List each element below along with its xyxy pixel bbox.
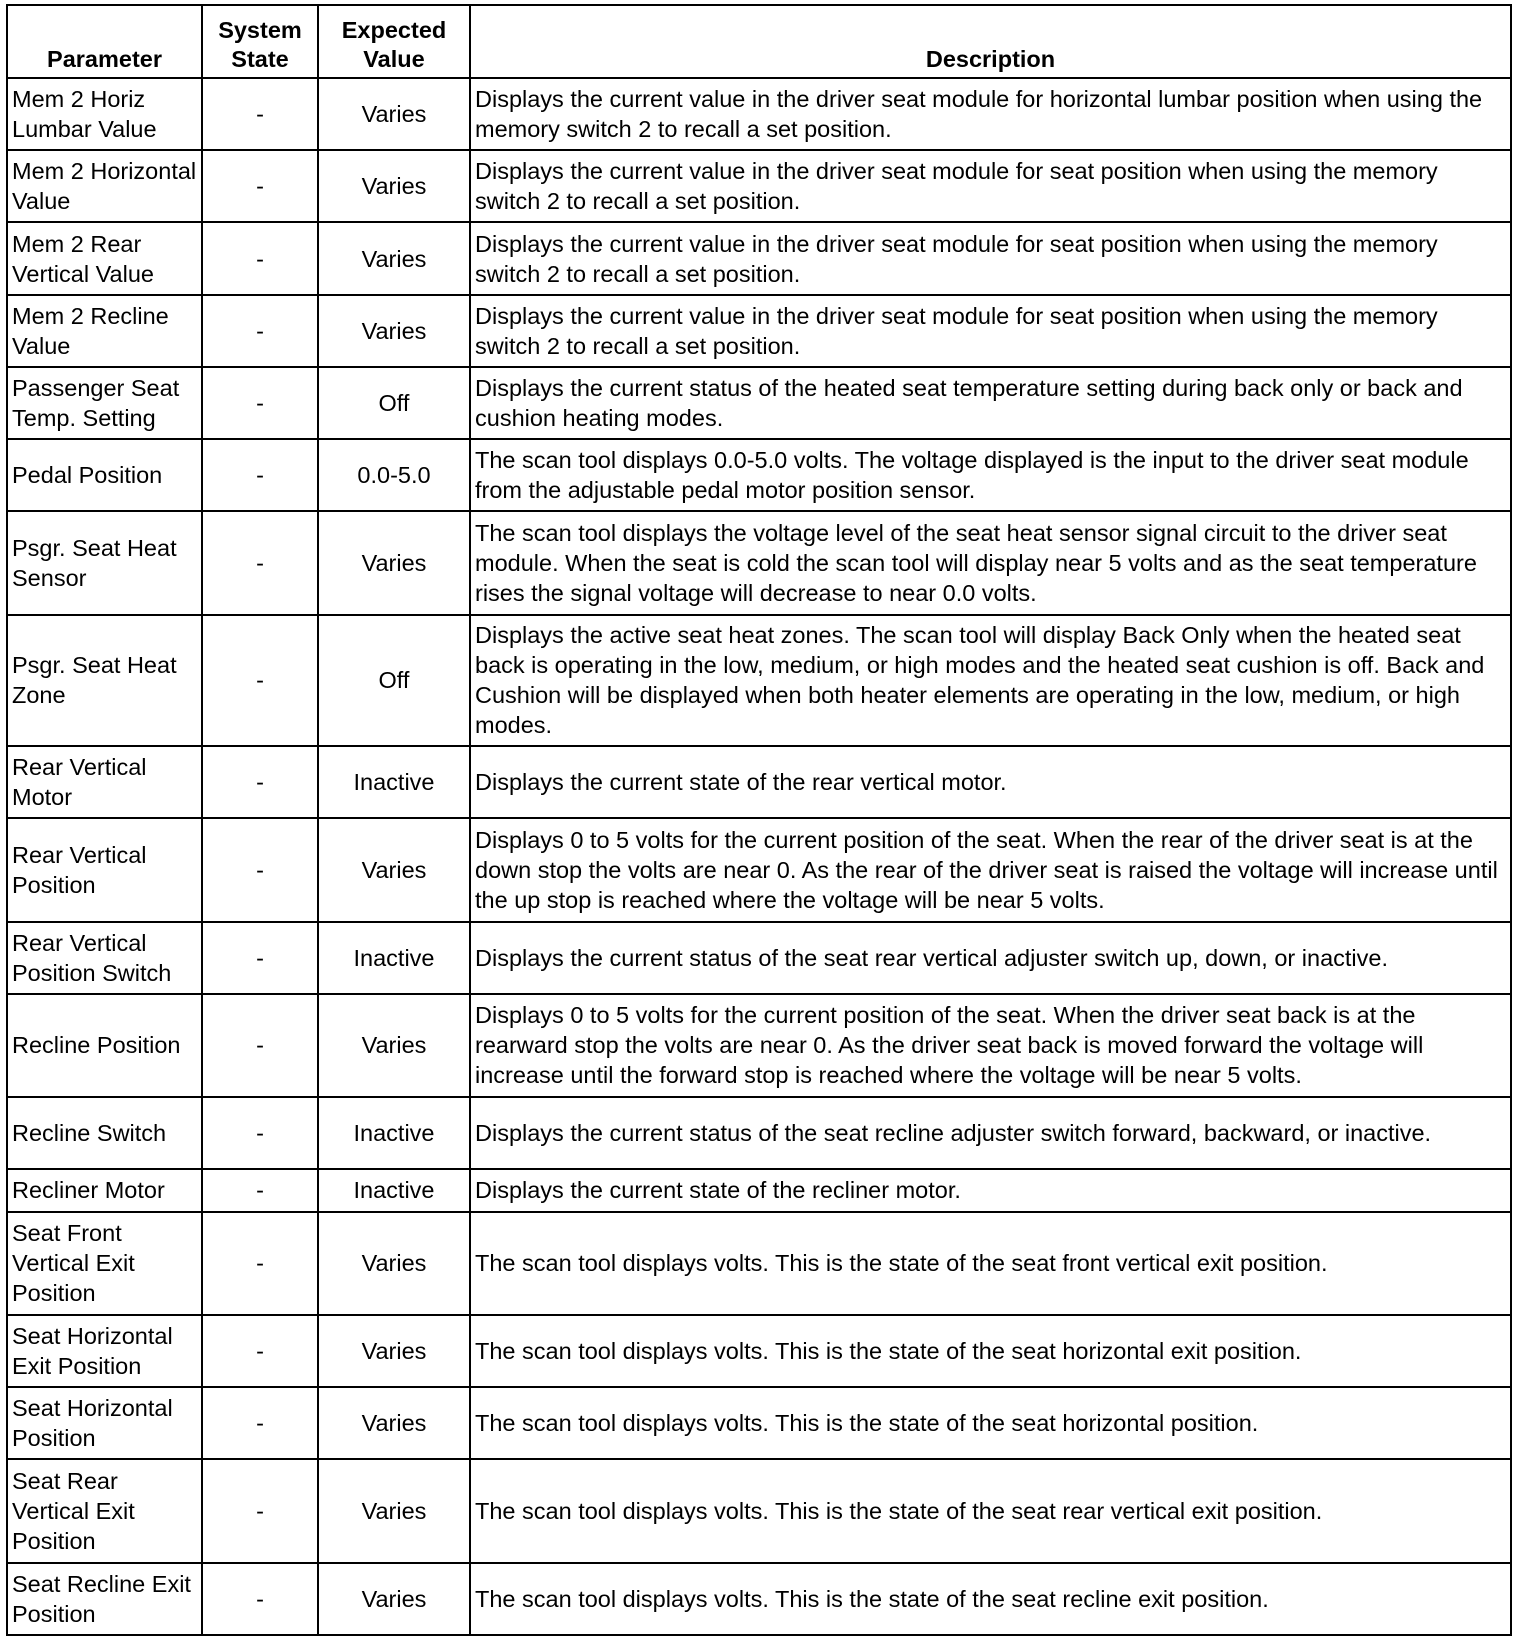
cell-expected-value: Varies xyxy=(318,295,470,367)
cell-parameter: Mem 2 Horiz Lumbar Value xyxy=(7,78,202,150)
table-row xyxy=(7,994,1511,1097)
table-header-row xyxy=(7,5,1511,78)
cell-description: The scan tool displays volts. This is the state of the seat rear vertical exit position. xyxy=(470,1459,1511,1562)
cell-description: Displays the current status of the seat recline adjuster switch forward, backward, or inactive. xyxy=(470,1097,1511,1169)
header-expected-value: Expected Value xyxy=(318,5,470,78)
cell-description: The scan tool displays volts. This is the state of the seat recline exit position. xyxy=(470,1563,1511,1635)
table-row xyxy=(7,1563,1511,1635)
table-row xyxy=(7,1315,1511,1387)
table-row xyxy=(7,367,1511,439)
cell-system-state: - xyxy=(202,1169,318,1211)
cell-system-state: - xyxy=(202,150,318,222)
cell-system-state: - xyxy=(202,922,318,994)
cell-description: The scan tool displays volts. This is the state of the seat horizontal exit position. xyxy=(470,1315,1511,1387)
cell-expected-value: Varies xyxy=(318,1212,470,1315)
cell-expected-value: Varies xyxy=(318,150,470,222)
cell-system-state: - xyxy=(202,439,318,511)
cell-expected-value: Off xyxy=(318,615,470,746)
table-row xyxy=(7,615,1511,746)
cell-parameter: Psgr. Seat Heat Sensor xyxy=(7,511,202,614)
cell-expected-value: Off xyxy=(318,367,470,439)
table-row xyxy=(7,222,1511,294)
cell-parameter: Mem 2 Horizontal Value xyxy=(7,150,202,222)
cell-parameter: Recline Position xyxy=(7,994,202,1097)
cell-expected-value: Inactive xyxy=(318,1097,470,1169)
cell-system-state: - xyxy=(202,222,318,294)
table-row xyxy=(7,1097,1511,1169)
cell-parameter: Seat Recline Exit Position xyxy=(7,1563,202,1635)
cell-expected-value: Varies xyxy=(318,1387,470,1459)
cell-system-state: - xyxy=(202,615,318,746)
cell-description: Displays the current value in the driver seat module for seat position when using the memory switch 2 to recall a set position. xyxy=(470,222,1511,294)
cell-description: Displays the current status of the seat rear vertical adjuster switch up, down, or inactive. xyxy=(470,922,1511,994)
cell-expected-value: Varies xyxy=(318,222,470,294)
cell-description: Displays 0 to 5 volts for the current position of the seat. When the driver seat back is at the rearward stop the volts are near 0. As the driver seat back is moved forward the voltage will increase until the forward stop is reached where the voltage will be near 5 volts. xyxy=(470,994,1511,1097)
cell-parameter: Seat Front Vertical Exit Position xyxy=(7,1212,202,1315)
cell-description: Displays the current value in the driver seat module for seat position when using the memory switch 2 to recall a set position. xyxy=(470,295,1511,367)
cell-expected-value: Varies xyxy=(318,1315,470,1387)
scan-tool-data-table xyxy=(6,4,1512,1636)
cell-parameter: Passenger Seat Temp. Setting xyxy=(7,367,202,439)
table-row xyxy=(7,78,1511,150)
cell-system-state: - xyxy=(202,511,318,614)
cell-system-state: - xyxy=(202,1315,318,1387)
cell-parameter: Rear Vertical Position Switch xyxy=(7,922,202,994)
cell-description: Displays the current value in the driver seat module for seat position when using the memory switch 2 to recall a set position. xyxy=(470,150,1511,222)
table-row xyxy=(7,1212,1511,1315)
table-row xyxy=(7,922,1511,994)
table-row xyxy=(7,1169,1511,1211)
cell-parameter: Seat Rear Vertical Exit Position xyxy=(7,1459,202,1562)
table-row xyxy=(7,818,1511,921)
cell-expected-value: Varies xyxy=(318,78,470,150)
table-row xyxy=(7,150,1511,222)
cell-system-state: - xyxy=(202,367,318,439)
cell-description: Displays the current state of the recliner motor. xyxy=(470,1169,1511,1211)
cell-expected-value: Varies xyxy=(318,818,470,921)
cell-description: Displays the active seat heat zones. The scan tool will display Back Only when the heated seat back is operating in the low, medium, or high modes and the heated seat cushion is off. Back and Cushion will be displayed when both heater elements are operating in the low, medium, or high modes. xyxy=(470,615,1511,746)
table-row xyxy=(7,1387,1511,1459)
cell-description: The scan tool displays volts. This is the state of the seat horizontal position. xyxy=(470,1387,1511,1459)
cell-description: Displays the current value in the driver seat module for horizontal lumbar position when using the memory switch 2 to recall a set position. xyxy=(470,78,1511,150)
cell-system-state: - xyxy=(202,1097,318,1169)
cell-parameter: Seat Horizontal Position xyxy=(7,1387,202,1459)
cell-parameter: Rear Vertical Position xyxy=(7,818,202,921)
cell-system-state: - xyxy=(202,1459,318,1562)
table-row xyxy=(7,295,1511,367)
cell-parameter: Seat Horizontal Exit Position xyxy=(7,1315,202,1387)
cell-system-state: - xyxy=(202,1212,318,1315)
table-body xyxy=(7,78,1511,1635)
table-row xyxy=(7,746,1511,818)
cell-description: The scan tool displays the voltage level of the seat heat sensor signal circuit to the driver seat module. When the seat is cold the scan tool will display near 5 volts and as the seat temperature rises the signal voltage will decrease to near 0.0 volts. xyxy=(470,511,1511,614)
cell-expected-value: Inactive xyxy=(318,922,470,994)
cell-system-state: - xyxy=(202,295,318,367)
header-description: Description xyxy=(470,5,1511,78)
cell-description: Displays 0 to 5 volts for the current position of the seat. When the rear of the driver seat is at the down stop the volts are near 0. As the rear of the driver seat is raised the voltage will increase until the up stop is reached where the voltage will be near 5 volts. xyxy=(470,818,1511,921)
cell-expected-value: Inactive xyxy=(318,746,470,818)
cell-parameter: Recliner Motor xyxy=(7,1169,202,1211)
cell-system-state: - xyxy=(202,1563,318,1635)
cell-expected-value: 0.0-5.0 xyxy=(318,439,470,511)
cell-expected-value: Varies xyxy=(318,1459,470,1562)
table-row xyxy=(7,1459,1511,1562)
cell-parameter: Psgr. Seat Heat Zone xyxy=(7,615,202,746)
header-parameter: Parameter xyxy=(7,5,202,78)
cell-parameter: Rear Vertical Motor xyxy=(7,746,202,818)
cell-expected-value: Varies xyxy=(318,511,470,614)
cell-parameter: Pedal Position xyxy=(7,439,202,511)
cell-system-state: - xyxy=(202,78,318,150)
cell-expected-value: Varies xyxy=(318,1563,470,1635)
table-row xyxy=(7,439,1511,511)
header-system-state: System State xyxy=(202,5,318,78)
cell-description: Displays the current state of the rear vertical motor. xyxy=(470,746,1511,818)
cell-system-state: - xyxy=(202,1387,318,1459)
cell-description: The scan tool displays 0.0-5.0 volts. The voltage displayed is the input to the driver seat module from the adjustable pedal motor position sensor. xyxy=(470,439,1511,511)
cell-expected-value: Varies xyxy=(318,994,470,1097)
cell-parameter: Mem 2 Recline Value xyxy=(7,295,202,367)
cell-description: The scan tool displays volts. This is the state of the seat front vertical exit position. xyxy=(470,1212,1511,1315)
cell-system-state: - xyxy=(202,818,318,921)
cell-system-state: - xyxy=(202,746,318,818)
cell-system-state: - xyxy=(202,994,318,1097)
table-row xyxy=(7,511,1511,614)
cell-description: Displays the current status of the heated seat temperature setting during back only or back and cushion heating modes. xyxy=(470,367,1511,439)
cell-parameter: Recline Switch xyxy=(7,1097,202,1169)
cell-parameter: Mem 2 Rear Vertical Value xyxy=(7,222,202,294)
cell-expected-value: Inactive xyxy=(318,1169,470,1211)
